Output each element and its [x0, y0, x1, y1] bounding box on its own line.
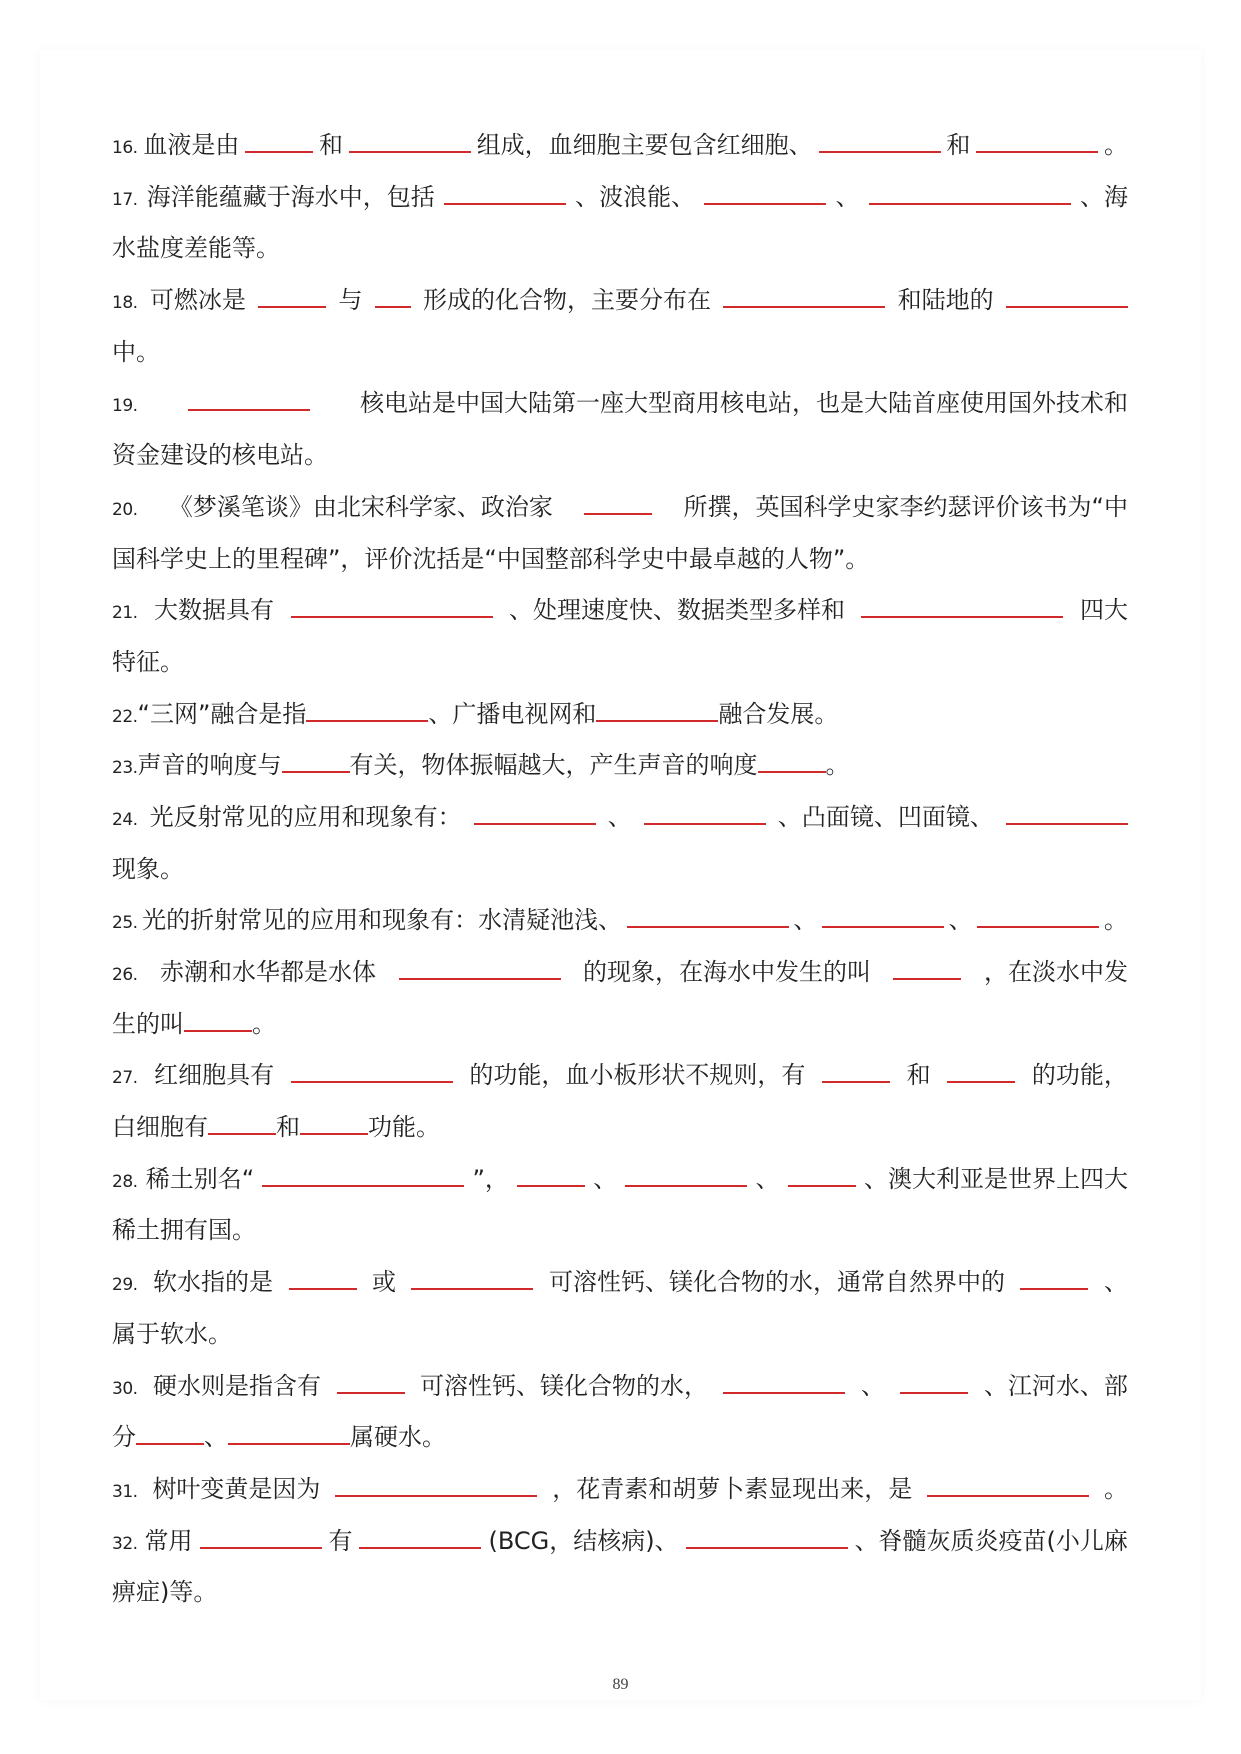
question-number: 30. — [112, 1378, 138, 1399]
answer-blank[interactable] — [869, 181, 1071, 205]
question-text: 、 — [835, 182, 860, 211]
answer-blank[interactable] — [861, 594, 1063, 618]
question-text: 资金建设的核电站。 — [112, 441, 328, 470]
question-text: 、 — [607, 802, 632, 831]
question-text: 和 — [276, 1113, 300, 1142]
question-text: 、凸面镜、凹面镜、 — [777, 802, 994, 831]
question-text: (BCG，结核病)、 — [488, 1526, 679, 1555]
question-text: 、脊髓灰质炎疫苗(小儿麻 — [854, 1526, 1128, 1555]
question-text: 、 — [593, 1164, 618, 1193]
question-text: 可溶性钙、镁化合物的水，通常自然界中的 — [548, 1268, 1005, 1297]
question-line — [112, 331, 1128, 383]
question-number: 16. — [112, 138, 138, 158]
question-line — [112, 538, 1128, 590]
answer-blank[interactable] — [625, 1163, 747, 1187]
question-text: 和 — [906, 1061, 931, 1090]
question-line — [112, 279, 1128, 331]
question-text: 融合发展。 — [718, 699, 839, 728]
question-text: 属硬水。 — [350, 1423, 446, 1452]
question-text: 属于软水。 — [112, 1319, 232, 1348]
question-number: 32. — [112, 1533, 138, 1554]
question-line — [112, 486, 1128, 538]
question-text: 、澳大利亚是世界上四大 — [863, 1164, 1128, 1193]
answer-blank[interactable] — [627, 904, 789, 928]
question-text: 稀土拥有国。 — [112, 1216, 256, 1245]
question-text: 、广播电视网和 — [428, 699, 597, 728]
question-text: 树叶变黄是因为 — [152, 1474, 321, 1503]
answer-blank[interactable] — [1006, 801, 1128, 825]
question-text: 海洋能蕴藏于海水中，包括 — [146, 182, 435, 211]
question-text: 的功能，血小板形状不规则，有 — [469, 1061, 806, 1090]
question-text: 特征。 — [112, 647, 184, 676]
question-text: 大数据具有 — [154, 596, 275, 625]
question-line — [112, 382, 1128, 434]
question-line — [112, 641, 1128, 693]
question-text: 四大 — [1079, 596, 1128, 625]
question-text: 现象。 — [112, 854, 184, 883]
question-text: 血液是由 — [143, 131, 240, 159]
question-line — [112, 1468, 1128, 1520]
question-text: 和陆地的 — [897, 286, 994, 315]
question-line — [112, 1003, 1128, 1055]
question-line — [112, 744, 1128, 796]
answer-blank[interactable] — [399, 956, 561, 980]
answer-blank[interactable] — [584, 491, 652, 515]
answer-blank[interactable] — [282, 749, 350, 773]
answer-blank[interactable] — [474, 801, 596, 825]
answer-blank[interactable] — [927, 1473, 1089, 1497]
question-number: 24. — [112, 809, 138, 830]
answer-blank[interactable] — [819, 129, 941, 153]
answer-blank[interactable] — [306, 698, 428, 722]
question-text: 。 — [252, 1009, 276, 1038]
question-list — [112, 124, 1128, 1623]
question-text: 国科学史上的里程碑”，评价沈括是“中国整部科学史中最卓越的人物”。 — [112, 544, 870, 573]
question-line — [112, 1416, 1128, 1468]
question-text: “三网”融合是指 — [137, 699, 307, 728]
question-text: 、 — [948, 906, 973, 935]
question-text: 功能。 — [368, 1113, 440, 1142]
question-text: 光的折射常见的应用和现象有：水清疑池浅、 — [142, 906, 623, 935]
answer-blank[interactable] — [723, 284, 885, 308]
question-text: 、江河水、部 — [983, 1371, 1128, 1400]
question-number: 20. — [112, 499, 138, 520]
answer-blank[interactable] — [136, 1421, 204, 1445]
answer-blank[interactable] — [411, 1266, 533, 1290]
question-text: ，花青素和胡萝卜素显现出来，是 — [552, 1474, 913, 1503]
question-text: 、海 — [1079, 182, 1128, 211]
question-number: 18. — [112, 293, 138, 314]
question-text: 。 — [1104, 1474, 1128, 1503]
question-text: 、 — [755, 1164, 780, 1193]
answer-blank[interactable] — [359, 1525, 481, 1549]
question-line — [112, 1520, 1128, 1572]
question-text: 水盐度差能等。 — [112, 234, 280, 263]
question-line — [112, 589, 1128, 641]
question-text: 、 — [1103, 1268, 1128, 1297]
question-text: 赤潮和水华都是水体 — [160, 958, 377, 986]
question-text: 可溶性钙、镁化合物的水， — [420, 1371, 708, 1400]
answer-blank[interactable] — [893, 956, 961, 980]
question-line — [112, 1571, 1128, 1623]
question-line — [112, 434, 1128, 486]
question-line — [112, 124, 1128, 176]
question-text: 《梦溪笔谈》由北宋科学家、政治家 — [168, 492, 553, 521]
answer-blank[interactable] — [228, 1421, 350, 1445]
answer-blank[interactable] — [188, 387, 310, 411]
answer-blank[interactable] — [375, 284, 411, 308]
answer-blank[interactable] — [686, 1525, 848, 1549]
question-text: 、 — [860, 1371, 885, 1400]
question-text: 生的叫 — [112, 1009, 184, 1038]
answer-blank[interactable] — [258, 284, 326, 308]
question-text: 组成，血细胞主要包含红细胞、 — [476, 131, 813, 159]
answer-blank[interactable] — [822, 904, 944, 928]
question-text: 硬水则是指含有 — [153, 1371, 322, 1400]
answer-blank[interactable] — [300, 1111, 368, 1135]
question-text: 。 — [1103, 906, 1128, 935]
answer-blank[interactable] — [822, 1059, 890, 1083]
answer-blank[interactable] — [262, 1163, 464, 1187]
question-line — [112, 1106, 1128, 1158]
question-text: 、处理速度快、数据类型多样和 — [509, 596, 845, 625]
question-text: 核电站是中国大陆第一座大型商用核电站，也是大陆首座使用国外技术和 — [359, 389, 1128, 418]
question-number: 17. — [112, 189, 138, 210]
question-text: 有 — [328, 1526, 353, 1555]
question-line — [112, 951, 1128, 1003]
question-line — [112, 227, 1128, 279]
question-text: 痹症)等。 — [112, 1578, 218, 1607]
question-line — [112, 1261, 1128, 1313]
answer-blank[interactable] — [723, 1370, 845, 1394]
question-text: 和 — [946, 131, 971, 159]
question-text: 所撰，英国科学史家李约瑟评价该书为“中 — [683, 492, 1128, 521]
answer-blank[interactable] — [788, 1163, 856, 1187]
question-text: 或 — [372, 1268, 396, 1297]
answer-blank[interactable] — [335, 1473, 537, 1497]
answer-blank[interactable] — [291, 594, 493, 618]
question-text: ”， — [472, 1164, 509, 1193]
question-text: 。 — [1104, 131, 1128, 159]
question-line — [112, 848, 1128, 900]
question-number: 25. — [112, 913, 138, 934]
answer-blank[interactable] — [517, 1163, 585, 1187]
question-text: 分 — [112, 1423, 136, 1452]
question-text: 红细胞具有 — [154, 1061, 275, 1090]
question-text: 、 — [204, 1423, 228, 1452]
question-line — [112, 1365, 1128, 1417]
question-line — [112, 796, 1128, 848]
question-text: 光反射常见的应用和现象有： — [149, 802, 462, 831]
answer-blank[interactable] — [200, 1525, 322, 1549]
question-text: 和 — [319, 131, 344, 159]
question-number: 19. — [112, 396, 138, 417]
answer-blank[interactable] — [977, 904, 1099, 928]
answer-blank[interactable] — [976, 129, 1098, 153]
question-text: 稀土别名“ — [145, 1164, 255, 1193]
question-line — [112, 1209, 1128, 1261]
question-text: 软水指的是 — [153, 1268, 274, 1297]
question-number: 27. — [112, 1068, 138, 1089]
question-text: ，在淡水中发 — [983, 958, 1128, 986]
answer-blank[interactable] — [291, 1059, 453, 1083]
question-text: 的功能， — [1031, 1061, 1128, 1090]
answer-blank[interactable] — [349, 129, 471, 153]
question-text: 可燃冰是 — [149, 286, 246, 315]
question-text: 与 — [338, 286, 363, 315]
question-number: 21. — [112, 603, 138, 624]
page-number: 89 — [612, 1676, 629, 1693]
question-number: 22. — [112, 706, 138, 727]
question-text: 常用 — [144, 1526, 193, 1555]
answer-blank[interactable] — [337, 1370, 405, 1394]
answer-blank[interactable] — [947, 1059, 1015, 1083]
answer-blank[interactable] — [704, 181, 826, 205]
answer-blank[interactable] — [184, 1008, 252, 1032]
question-text: 的现象，在海水中发生的叫 — [583, 958, 871, 986]
question-text: 、波浪能、 — [575, 182, 696, 211]
answer-blank[interactable] — [900, 1370, 968, 1394]
question-text: 形成的化合物，主要分布在 — [423, 286, 712, 315]
answer-blank[interactable] — [596, 698, 718, 722]
answer-blank[interactable] — [289, 1266, 357, 1290]
answer-blank[interactable] — [1020, 1266, 1088, 1290]
answer-blank[interactable] — [245, 129, 313, 153]
question-line — [112, 693, 1128, 745]
question-number: 28. — [112, 1171, 138, 1192]
question-text: 白细胞有 — [112, 1113, 208, 1142]
question-number: 23. — [112, 758, 138, 779]
answer-blank[interactable] — [644, 801, 766, 825]
question-number: 31. — [112, 1481, 138, 1502]
answer-blank[interactable] — [208, 1111, 276, 1135]
question-text: 。 — [825, 751, 850, 780]
question-line — [112, 1158, 1128, 1210]
question-line — [112, 176, 1128, 228]
question-text: 声音的响度与 — [137, 751, 282, 780]
question-number: 29. — [112, 1275, 138, 1296]
question-text: 有关，物体振幅越大，产生声音的响度 — [349, 751, 758, 780]
question-text: 中。 — [112, 337, 160, 366]
question-number: 26. — [112, 965, 138, 985]
answer-blank[interactable] — [1006, 284, 1128, 308]
question-line — [112, 1313, 1128, 1365]
answer-blank[interactable] — [444, 181, 566, 205]
answer-blank[interactable] — [758, 749, 826, 773]
question-text: 、 — [793, 906, 818, 935]
question-line — [112, 1054, 1128, 1106]
question-line — [112, 899, 1128, 951]
